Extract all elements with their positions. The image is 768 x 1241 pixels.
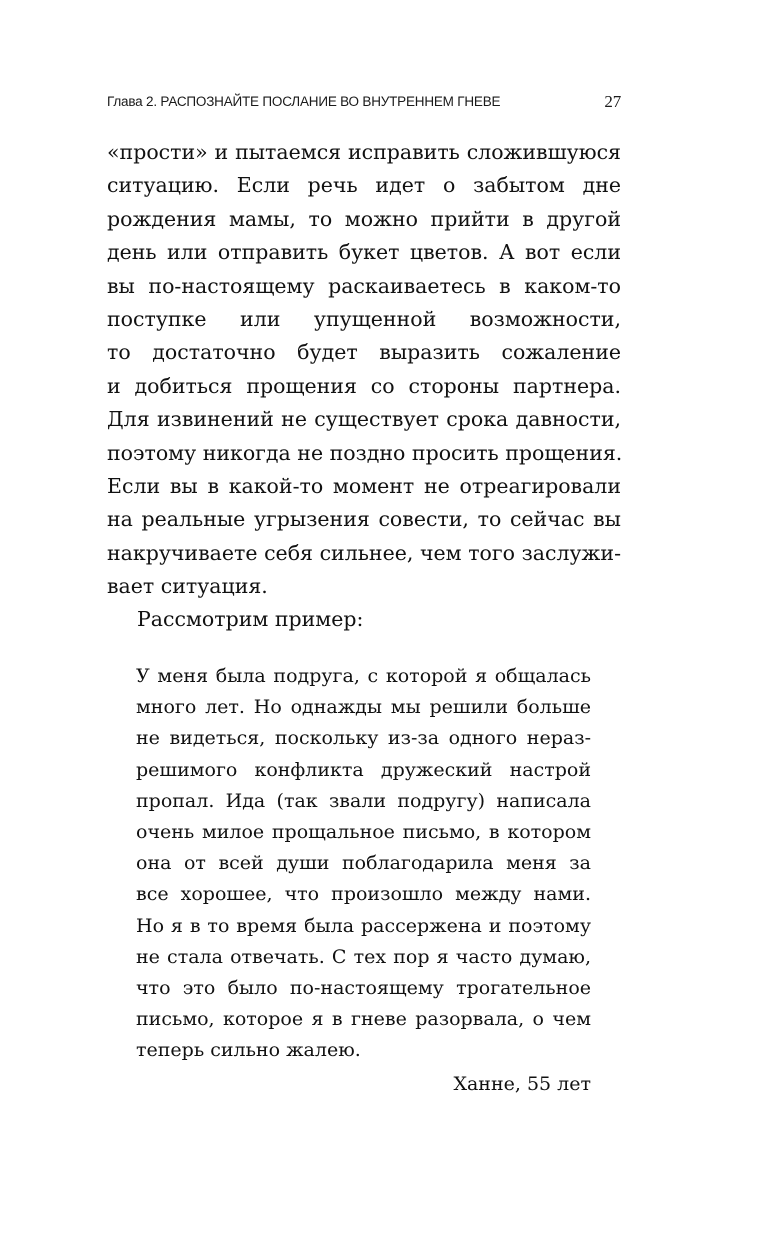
text-line: «прости» и пытаемся исправить сложившуюся <box>107 140 621 164</box>
running-head <box>107 90 621 116</box>
quote-line: все хорошее, что произошло между нами. <box>136 883 591 906</box>
text-line: то достаточно будет выразить сожаление <box>107 340 621 365</box>
quote-line: письмо, которое я в гневе разорвала, о чем <box>136 1008 591 1031</box>
quote-block <box>136 661 591 1066</box>
text-line: поэтому никогда не поздно просить прощения. <box>107 440 623 465</box>
quote-line: очень милое прощальное письмо, в котором <box>136 820 591 843</box>
quote-line: Но я в то время была рассержена и поэтому <box>136 914 591 937</box>
quote-line: не стала отвечать. С тех пор я часто думаю, <box>136 945 591 968</box>
text-line: на реальные угрызения совести, то сейчас вы <box>107 507 621 532</box>
quote-line: теперь сильно жалею. <box>136 1039 361 1062</box>
quote-line: У меня была подруга, с которой я общалась <box>136 665 591 687</box>
page-number: 27 <box>604 92 621 111</box>
text-line: вы по-настоящему раскаиваетесь в каком-то <box>107 273 621 298</box>
text-line: и добиться прощения со стороны партнера. <box>107 373 621 398</box>
quote-line: не видеться, поскольку из-за одного нераз- <box>136 727 591 750</box>
paragraph-intro: Рассмотрим пример: <box>137 607 364 632</box>
quote-line: пропал. Ида (так звали подругу) написала <box>136 789 591 812</box>
text-line: ситуацию. Если речь идет о забытом дне <box>107 173 621 198</box>
quote-line: решимого конфликта дружеский настрой <box>136 758 591 781</box>
text-line: вает ситуация. <box>107 574 268 599</box>
quote-line: она от всей души поблагодарила меня за <box>136 852 591 875</box>
quote-line: что это было по-настоящему трогательное <box>136 976 591 999</box>
text-line: Для извинений не существует срока давности, <box>107 407 621 432</box>
chapter-title: Глава 2. РАСПОЗНАЙТЕ ПОСЛАНИЕ ВО ВНУТРЕННЕМ ГНЕВЕ <box>107 94 501 109</box>
text-line: день или отправить букет цветов. А вот если <box>107 240 621 265</box>
text-line: накручиваете себя сильнее, чем того заслужи- <box>107 540 621 565</box>
text-line: рождения мамы, то можно прийти в другой <box>107 206 621 231</box>
quote-line: много лет. Но однажды мы решили больше <box>136 696 591 719</box>
text-line: Если вы в какой-то момент не отреагировали <box>107 473 621 498</box>
quote-attribution: Ханне, 55 лет <box>453 1073 591 1095</box>
text-line: поступке или упущенной возможности, <box>107 306 621 331</box>
main-text <box>107 136 621 637</box>
